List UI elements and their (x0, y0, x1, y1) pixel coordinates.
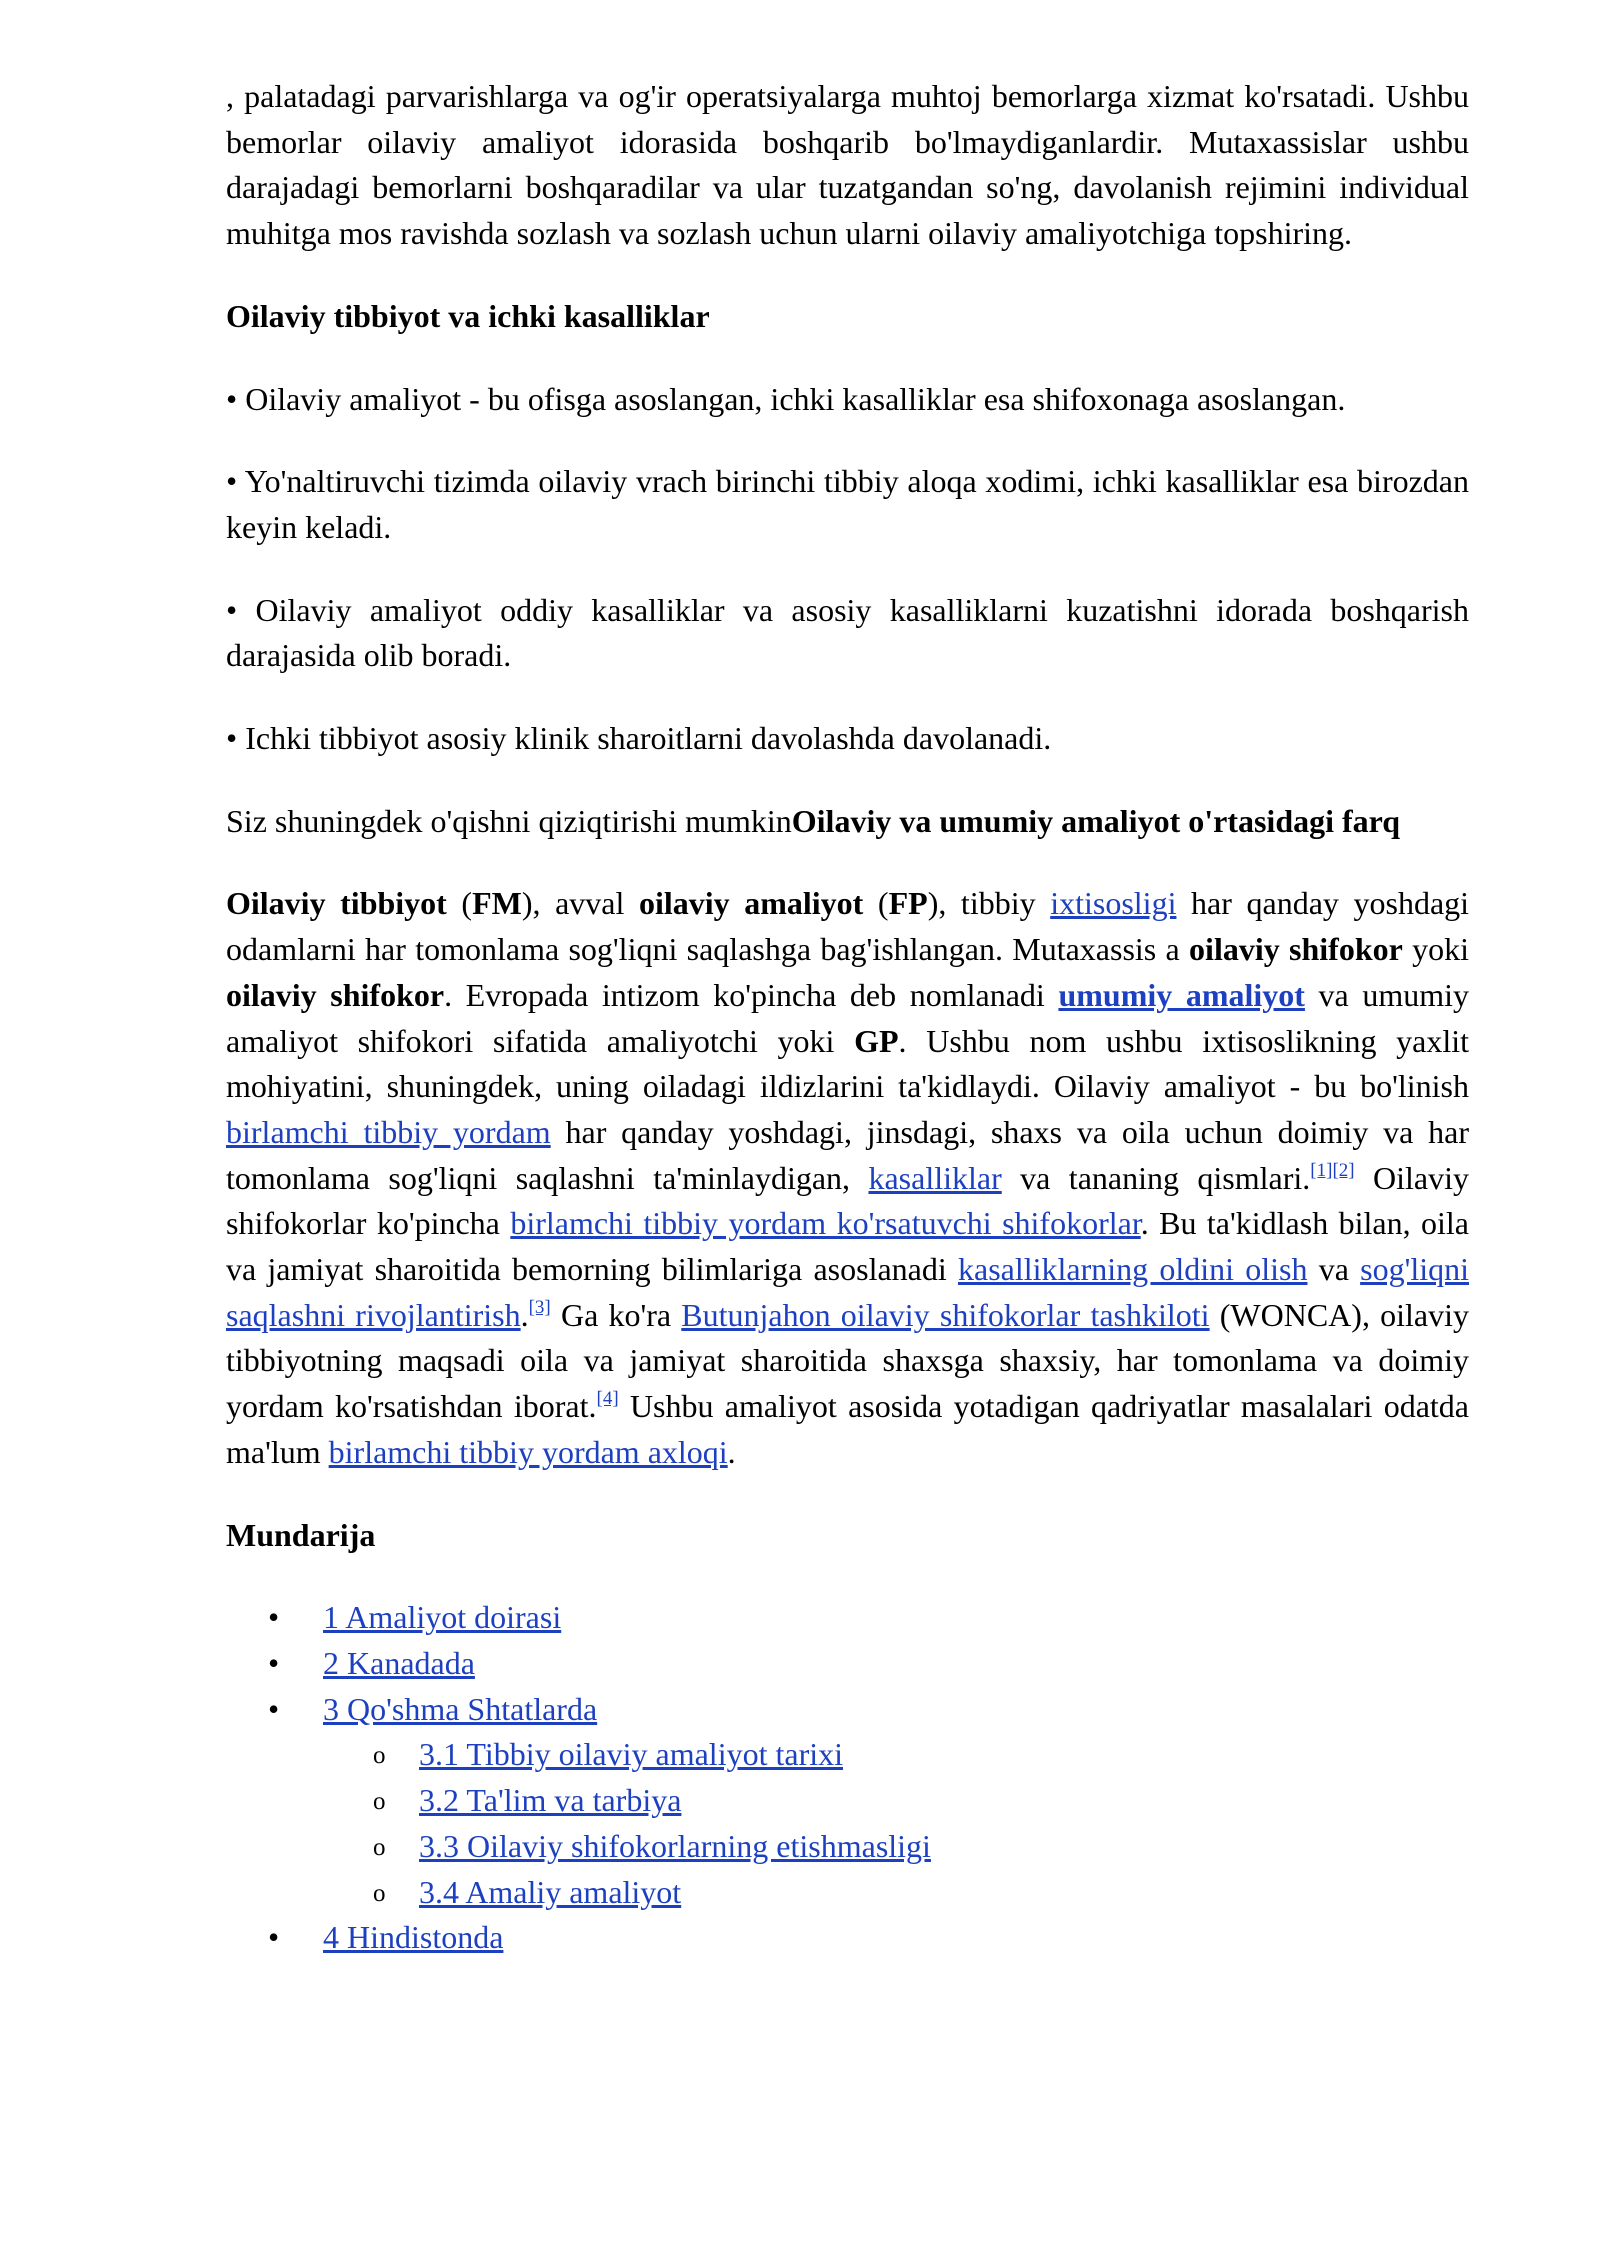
toc-link[interactable]: 2 Kanadada (323, 1644, 475, 1681)
link-birlamchi-tibbiy-yordam[interactable]: birlamchi tibbiy yordam (226, 1113, 551, 1150)
text-run: ( (863, 885, 889, 922)
article-paragraph (226, 881, 1469, 1475)
link-wonca[interactable]: Butunjahon oilaviy shifokorlar tashkiloti (681, 1296, 1210, 1333)
link-umumiy-amaliyot[interactable]: umumiy amaliyot (1058, 976, 1305, 1013)
section-heading: Oilaviy tibbiyot va ichki kasalliklar (226, 297, 710, 334)
document-page (226, 74, 1469, 1961)
bold-term: oilaviy shifokor (226, 976, 445, 1013)
toc-sublist (323, 1732, 1469, 1915)
link-birlamchi-tibbiy-yordam-axloqi[interactable]: birlamchi tibbiy yordam axloqi (328, 1433, 728, 1470)
toc-heading: Mundarija (226, 1516, 376, 1553)
bullet-paragraph: • Yo'naltiruvchi tizimda oilaviy vrach birinchi tibbiy aloqa xodimi, ichki kasalliklar esa birozdan keyin keladi. (226, 463, 1469, 545)
toc-item (226, 1595, 1469, 1641)
toc-subitem (323, 1778, 1469, 1824)
link-soglikni-saqlashni-rivojlantirish[interactable]: sog'liqni saqlashni rivojlantirish (226, 1251, 1470, 1333)
citation-link[interactable]: [2] (1332, 1159, 1355, 1181)
toc-sublink[interactable]: 3.3 Oilaviy shifokorlarning etishmasligi (419, 1827, 931, 1864)
toc-link[interactable]: 4 Hindistonda (323, 1919, 504, 1956)
text-run: yoki (1402, 931, 1469, 968)
toc-item (226, 1915, 1469, 1961)
text-run: Oilaviy shifokorlar ko'pincha (226, 1159, 1469, 1242)
toc-item (226, 1641, 1469, 1687)
text-run: . (727, 1433, 736, 1470)
bold-term: oilaviy amaliyot (638, 885, 864, 922)
bold-term: Oilaviy tibbiyot (226, 885, 447, 922)
toc-subitem (323, 1870, 1469, 1916)
citation-link[interactable]: [1] (1310, 1159, 1333, 1181)
text-run: Ushbu amaliyot asosida yotadigan qadriyatlar masalalari odatda ma'lum (226, 1388, 1470, 1470)
toc-sublink[interactable]: 3.1 Tibbiy oilaviy amaliyot tarixi (419, 1736, 843, 1773)
link-birlamchi-tibbiy-yordam-shifokorlar[interactable]: birlamchi tibbiy yordam ko'rsatuvchi shifokorlar (510, 1205, 1141, 1242)
text-run: . Ushbu nom ushbu ixtisoslikning yaxlit mohiyatini, shuningdek, uning oiladagi ildizlarini ta'kidlaydi. Oilaviy amaliyot - bu bo'linish (226, 1022, 1469, 1105)
text-run: har qanday yoshdagi, jinsdagi, shaxs va oila uchun doimiy va har tomonlama sog'liqni saqlashni ta'minlaydigan, (226, 1113, 1470, 1196)
toc-subitem (323, 1824, 1469, 1870)
text-run: . (520, 1296, 529, 1333)
see-also-paragraph (226, 799, 1469, 845)
toc-sublink[interactable]: 3.2 Ta'lim va tarbiya (419, 1782, 682, 1819)
citation (1310, 1160, 1354, 1181)
text-run: . Evropada intizom ko'pincha deb nomlanadi (444, 976, 1059, 1013)
text-run: va (1307, 1251, 1361, 1288)
link-kasalliklar[interactable]: kasalliklar (868, 1159, 1002, 1196)
text-run: Ga ko'ra (550, 1296, 682, 1333)
bold-term: FM (472, 885, 522, 922)
text-run: ), avval (521, 885, 639, 922)
table-of-contents (226, 1595, 1469, 1961)
citation (597, 1388, 619, 1409)
toc-sublink[interactable]: 3.4 Amaliy amaliyot (419, 1873, 682, 1910)
bullet-paragraph: • Oilaviy amaliyot oddiy kasalliklar va asosiy kasalliklarni kuzatishni idorada boshqarish darajasida olib boradi. (226, 591, 1469, 674)
toc-subitem (323, 1732, 1469, 1778)
text-run: . Bu ta'kidlash bilan, oila va jamiyat sharoitida bemorning bilimlariga asoslanadi (226, 1205, 1470, 1288)
text-run: ( (446, 885, 473, 922)
bullet-paragraph: • Ichki tibbiyot asosiy klinik sharoitlarni davolashda davolanadi. (226, 720, 1052, 757)
bold-term: oilaviy shifokor (1189, 931, 1403, 968)
text-run: ), tibbiy (927, 885, 1051, 922)
bold-term: FP (888, 885, 928, 922)
toc-link[interactable]: 3 Qo'shma Shtatlarda (323, 1690, 598, 1727)
bold-term: GP (854, 1022, 899, 1059)
text-run: va umumiy amaliyot shifokori sifatida amaliyotchi yoki (226, 976, 1470, 1059)
toc-item (226, 1687, 1469, 1916)
link-ixtisosligi[interactable]: ixtisosligi (1050, 885, 1177, 922)
intro-paragraph: , palatadagi parvarishlarga va og'ir operatsiyalarga muhtoj bemorlarga xizmat ko'rsatadi. Ushbu bemorlar oilaviy amaliyot idorasida boshqarib bo'lmaydiganlardir. Mutaxassislar ushbu darajadagi bemorlarni boshqaradilar va ular tuzatgandan so'ng, davolanish rejimini individual muhitga mos ravishda sozlash va sozlash uchun ularni oilaviy amaliyotchiga topshiring. (226, 78, 1469, 252)
text-run: har qanday yoshdagi odamlarni har tomonlama sog'liqni saqlashga bag'ishlangan. Mutaxassis a (226, 885, 1470, 968)
see-also-title: Oilaviy va umumiy amaliyot o'rtasidagi farq (791, 802, 1401, 839)
text-run: (WONCA), oilaviy tibbiyotning maqsadi oila va jamiyat sharoitida shaxsga shaxsiy, har tomonlama va doimiy yordam ko'rsatishdan iborat. (226, 1296, 1470, 1425)
bullet-paragraph: • Oilaviy amaliyot - bu ofisga asoslangan, ichki kasalliklar esa shifoxonaga asoslangan. (226, 380, 1346, 417)
citation (529, 1297, 551, 1318)
citation-link[interactable]: [3] (528, 1296, 551, 1318)
toc-link[interactable]: 1 Amaliyot doirasi (323, 1599, 562, 1636)
link-kasalliklarning-oldini-olish[interactable]: kasalliklarning oldini olish (957, 1251, 1308, 1288)
citation-link[interactable]: [4] (596, 1388, 619, 1410)
see-also-prefix: Siz shuningdek o'qishni qiziqtirishi mumkin (226, 802, 792, 839)
text-run: va tananing qismlari. (1001, 1159, 1311, 1196)
